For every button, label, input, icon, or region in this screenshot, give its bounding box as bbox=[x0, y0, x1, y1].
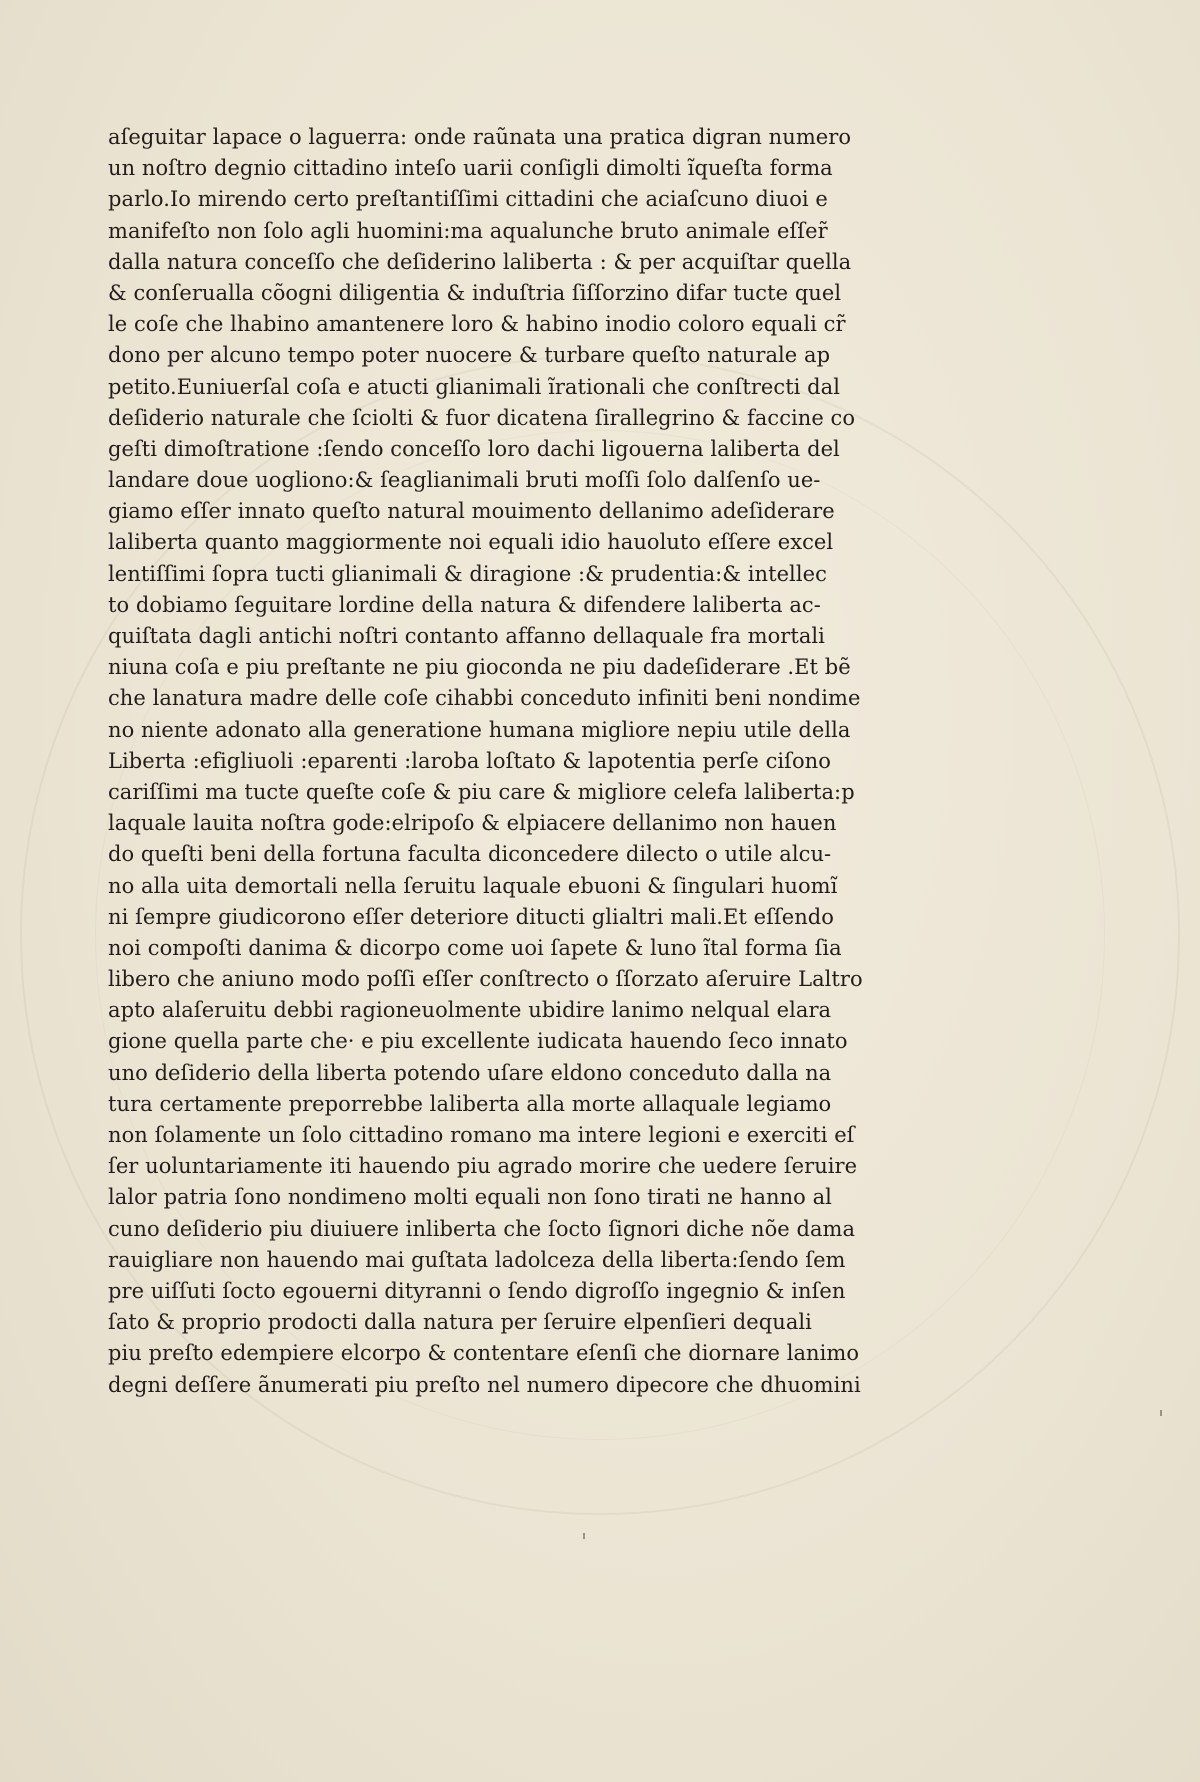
text-line: no alla uita demortali nella ſeruitu laquale ebuoni & ſingulari huomĩ bbox=[108, 873, 838, 898]
text-line: manifeſto non ſolo agli huomini:ma aqualunche bruto animale eſſer̃ bbox=[108, 218, 828, 243]
text-line: ſer uoluntariamente iti hauendo piu agrado morire che uedere ſeruire bbox=[108, 1154, 858, 1179]
text-line: Liberta :efigliuoli :eparenti :laroba loſtato & lapotentia perſe ciſono bbox=[108, 748, 831, 773]
text-line: do queſti beni della fortuna faculta diconcedere dilecto o utile alcu‑ bbox=[108, 842, 832, 867]
text-line: geſti dimoſtratione :ſendo conceſſo loro dachi ligouerna laliberta del bbox=[108, 436, 840, 461]
text-line: laquale lauita noſtra gode:elripoſo & elpiacere dellanimo non hauen bbox=[108, 811, 837, 836]
text-line: & conſerualla cõogni diligentia & induſtria ſiſſorzino difar tucte quel bbox=[108, 280, 842, 305]
text-line: giamo eſſer innato queſto natural mouimento dellanimo adeſiderare bbox=[108, 499, 835, 524]
text-line: laliberta quanto maggiormente noi equali idio hauoluto eſſere excel bbox=[108, 530, 834, 555]
text-line: gione quella parte che· e piu excellente iudicata hauendo ſeco innato bbox=[108, 1029, 848, 1054]
text-line: apto alaſeruitu debbi ragioneuolmente ubidire lanimo nelqual elara bbox=[108, 998, 832, 1023]
text-line: dono per alcuno tempo poter nuocere & turbare queſto naturale ap bbox=[108, 343, 831, 368]
text-line: cariſſimi ma tucte queſte coſe & piu care & migliore celefa laliberta:p bbox=[108, 779, 855, 804]
text-line: lalor patria ſono nondimeno molti equali non ſono tirati ne hanno al bbox=[108, 1185, 832, 1210]
text-line: ni ſempre giudicorono eſſer deteriore ditucti glialtri mali.Et eſſendo bbox=[108, 904, 834, 929]
text-line: parlo.Io mirendo certo preſtantiſſimi cittadini che aciaſcuno diuoi e bbox=[108, 187, 828, 212]
text-line: non ſolamente un ſolo cittadino romano ma intere legioni e exerciti eſ bbox=[108, 1123, 855, 1147]
text-line: un noſtro degnio cittadino inteſo uarii conſigli dimolti ĩqueſta forma bbox=[108, 156, 833, 181]
text-line: noi compoſti danima & dicorpo come uoi ſapete & luno ĩtal forma ſia bbox=[108, 935, 842, 960]
text-line: deſiderio naturale che ſciolti & fuor dicatena ſirallegrino & faccine co bbox=[108, 405, 856, 430]
text-line: ſato & proprio prodocti dalla natura per ſeruire elpenſieri dequali bbox=[108, 1310, 812, 1335]
text-block bbox=[108, 122, 888, 1401]
text-line: le coſe che lhabino amantenere loro & habino inodio coloro equali cr̃ bbox=[108, 312, 846, 337]
text-line: no niente adonato alla generatione humana migliore nepiu utile della bbox=[108, 717, 851, 742]
text-line: dalla natura conceſſo che deſiderino laliberta : & per acquiſtar quella bbox=[108, 249, 852, 274]
text-line: quiſtata dagli antichi noſtri contanto affanno dellaquale fra mortali bbox=[108, 624, 825, 648]
text-line: pre uiſſuti ſocto egouerni dityranni o ſendo digroſſo ingegnio & inſen bbox=[108, 1278, 846, 1303]
ink-mark bbox=[583, 1533, 585, 1539]
text-line: degni deſſere ãnumerati piu preſto nel numero dipecore che dhuomini bbox=[108, 1372, 861, 1397]
text-line: to dobiamo ſeguitare lordine della natura & difendere laliberta ac‑ bbox=[108, 592, 821, 617]
text-line: piu preſto edempiere elcorpo & contentare eſenſi che diornare lanimo bbox=[108, 1341, 860, 1366]
text-line: lentiſſimi ſopra tucti glianimali & diragione :& prudentia:& intellec bbox=[108, 561, 827, 586]
text-line: cuno deſiderio piu diuiuere inliberta che ſocto ſignori diche nõe dama bbox=[108, 1216, 856, 1241]
text-line: rauigliare non hauendo mai guſtata ladolceza della liberta:ſendo ſem bbox=[108, 1247, 846, 1272]
text-line: petito.Euniuerſal coſa e atucti glianimali ĩrationali che conſtrecti dal bbox=[108, 374, 841, 399]
text-line: libero che aniuno modo poſſi eſſer conſtrecto o ſſorzato aſeruire Laltro bbox=[108, 967, 863, 992]
text-line: tura certamente preporrebbe laliberta alla morte allaquale legiamo bbox=[108, 1091, 832, 1116]
text-line: landare doue uogliono:& ſeaglianimali bruti moſſi ſolo dalſenſo ue‑ bbox=[108, 468, 821, 493]
ink-mark bbox=[1160, 1410, 1162, 1416]
text-line: aſeguitar lapace o laguerra: onde raũnata una pratica digran numero bbox=[108, 125, 852, 149]
text-line: niuna coſa e piu preſtante ne piu gioconda ne piu dadeſiderare .Et bẽ bbox=[108, 655, 851, 680]
text-line: che lanatura madre delle coſe cihabbi conceduto infiniti beni nondime bbox=[108, 686, 861, 711]
text-line: uno deſiderio della liberta potendo uſare eldono conceduto dalla na bbox=[108, 1060, 832, 1085]
